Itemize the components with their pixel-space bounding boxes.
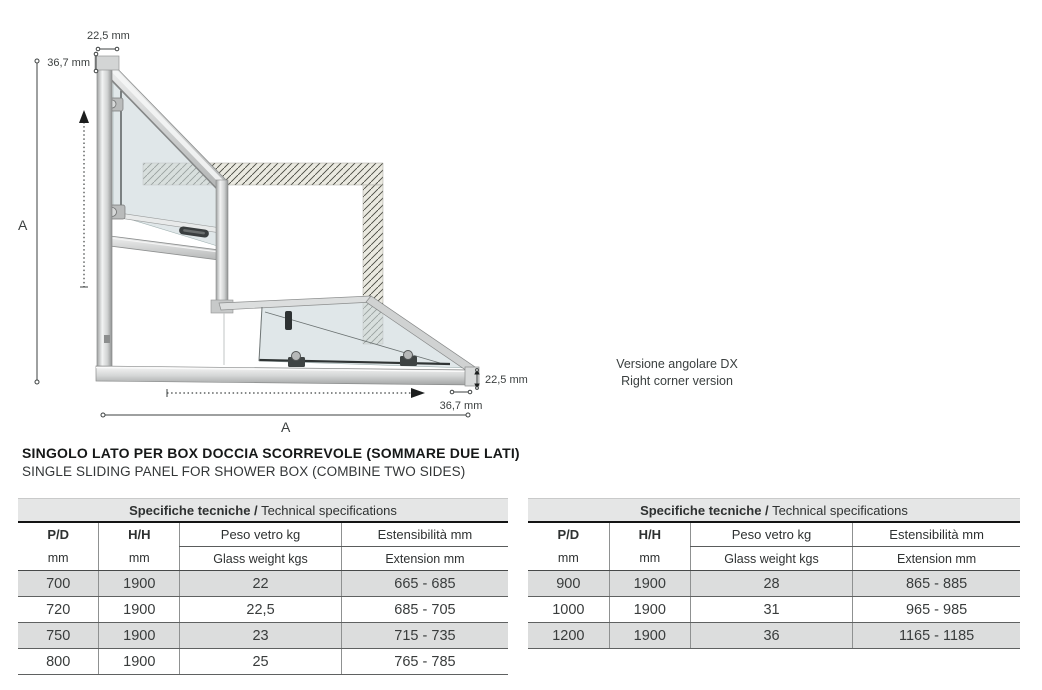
cell-hh: 1900 — [609, 597, 690, 623]
header-row-2 — [18, 547, 508, 571]
lower-panel — [219, 296, 475, 373]
table-title-row — [528, 499, 1020, 523]
cell-weight: 23 — [180, 623, 342, 649]
col-extension-it: Estensibilità mm — [341, 522, 508, 547]
spec-table-right — [528, 498, 1020, 649]
table-row — [18, 571, 508, 597]
col-hh: H/H — [609, 522, 690, 547]
cell-pd: 1200 — [528, 623, 609, 649]
cell-extension: 965 - 985 — [853, 597, 1020, 623]
col-weight-en: Glass weight kgs — [690, 547, 852, 571]
cell-extension: 865 - 885 — [853, 571, 1020, 597]
cell-pd: 750 — [18, 623, 99, 649]
cell-weight: 22 — [180, 571, 342, 597]
cell-extension: 665 - 685 — [341, 571, 508, 597]
wall-profile — [97, 58, 112, 372]
col-pd-unit: mm — [528, 547, 609, 571]
cell-pd: 900 — [528, 571, 609, 597]
table-row — [528, 571, 1020, 597]
table-row — [18, 649, 508, 675]
col-pd: P/D — [47, 527, 69, 543]
col-weight-en: Glass weight kgs — [180, 547, 342, 571]
dim-top-offset-label: 36,7 mm — [47, 57, 90, 69]
version-caption-en: Right corner version — [621, 374, 733, 388]
cell-hh: 1900 — [99, 623, 180, 649]
cell-pd: 1000 — [528, 597, 609, 623]
lower-handle — [285, 311, 292, 330]
cell-weight: 25 — [180, 649, 342, 675]
table-row — [528, 623, 1020, 649]
cell-weight: 28 — [690, 571, 852, 597]
table-row — [18, 597, 508, 623]
table-title-it: Specifiche tecniche / — [129, 502, 258, 518]
cell-hh: 1900 — [99, 597, 180, 623]
cell-extension: 765 - 785 — [341, 649, 508, 675]
section-heading — [22, 444, 520, 481]
dim-bottom-offset-label: 36,7 mm — [439, 400, 483, 412]
col-weight-it: Peso vetro kg — [690, 522, 852, 547]
dim-height-label: A — [18, 217, 28, 233]
cell-extension: 685 - 705 — [341, 597, 508, 623]
cell-hh: 1900 — [609, 571, 690, 597]
cell-extension: 1165 - 1185 — [853, 623, 1020, 649]
cell-weight: 22,5 — [180, 597, 342, 623]
base-track — [96, 366, 479, 386]
table-title — [18, 499, 508, 523]
header-row-1 — [18, 522, 508, 547]
col-hh: H/H — [99, 522, 180, 547]
wall-profile-cap — [95, 56, 119, 70]
table-title-en: Technical specifications — [772, 502, 908, 518]
col-pd: P/D — [557, 527, 580, 543]
table-title-en: Technical specifications — [261, 502, 397, 518]
col-extension-en: Extension mm — [341, 547, 508, 571]
table-title — [528, 499, 1020, 523]
dim-top-width-label: 22,5 mm — [87, 30, 130, 42]
cell-pd: 800 — [18, 649, 99, 675]
cell-hh: 1900 — [99, 571, 180, 597]
cell-extension: 715 - 735 — [341, 623, 508, 649]
col-weight-it: Peso vetro kg — [180, 522, 342, 547]
cell-hh: 1900 — [609, 623, 690, 649]
heading-italian: SINGOLO LATO PER BOX DOCCIA SCORREVOLE (SOMMARE DUE LATI) — [22, 445, 520, 461]
left-panel — [95, 56, 227, 372]
dim-width-label: A — [281, 419, 291, 435]
table-row — [18, 623, 508, 649]
cell-weight: 36 — [690, 623, 852, 649]
table-row — [528, 597, 1020, 623]
spec-table-left — [18, 498, 508, 675]
header-row-2 — [528, 547, 1020, 571]
table-title-it: Specifiche tecniche / — [640, 502, 769, 518]
col-extension-it: Estensibilità mm — [853, 522, 1020, 547]
cell-pd: 700 — [18, 571, 99, 597]
cell-pd: 720 — [18, 597, 99, 623]
col-pd-unit: mm — [18, 547, 99, 571]
header-row-1 — [528, 522, 1020, 547]
version-caption-it: Versione angolare DX — [616, 357, 738, 371]
dim-bottom-thickness-label: 22,5 mm — [485, 374, 528, 386]
col-extension-en: Extension mm — [853, 547, 1020, 571]
col-hh-unit: mm — [609, 547, 690, 571]
cell-weight: 31 — [690, 597, 852, 623]
cell-hh: 1900 — [99, 649, 180, 675]
col-hh-unit: mm — [99, 547, 180, 571]
heading-english: SINGLE SLIDING PANEL FOR SHOWER BOX (COMBINE TWO SIDES) — [22, 463, 466, 479]
table-title-row — [18, 499, 508, 523]
